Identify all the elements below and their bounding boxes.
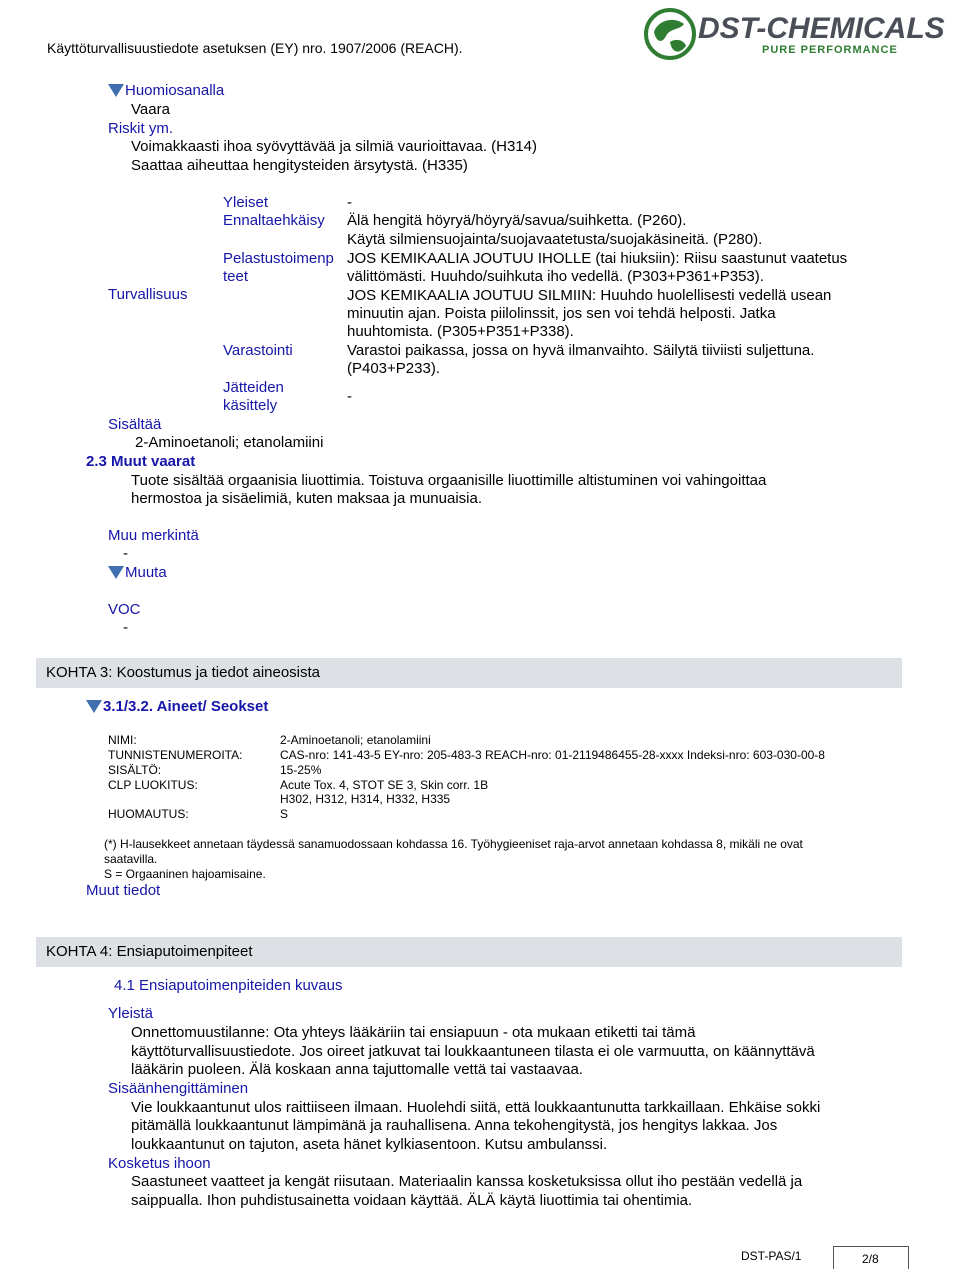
contains-heading: Sisältää xyxy=(108,416,162,433)
composition-note: saatavilla. xyxy=(104,852,158,866)
safety-label-response: teet xyxy=(223,268,249,285)
first-aid-skin-heading: Kosketus ihoon xyxy=(108,1155,211,1172)
safety-text-line: JOS KEMIKAALIA JOUTUU SILMIIN: Huuhdo huolellisesti vedellä usean xyxy=(347,287,832,304)
safety-label-storage: Varastointi xyxy=(223,342,293,359)
safety-text-line: Käytä silmiensuojainta/suojavaatetusta/suojakäsineitä. (P280). xyxy=(347,231,763,248)
safety-label-general: Yleiset xyxy=(223,194,269,211)
section-3-title: KOHTA 3: Koostumus ja tiedot aineosista xyxy=(46,664,321,681)
collapse-triangle-icon xyxy=(108,84,124,97)
section-3-bar xyxy=(36,658,902,688)
first-aid-line: lääkärin puoleen. Älä koskaan anna tajuttomalle vettä tai vastaavaa. xyxy=(131,1061,583,1078)
logo-name: DST-CHEMICALS xyxy=(698,12,945,45)
first-aid-line: loukkaantunut on tajuton, aseta hänet kylkiasentoon. Kutsu ambulanssi. xyxy=(131,1136,608,1153)
section-3-subheading: 3.1/3.2. Aineet/ Seokset xyxy=(86,698,268,716)
footer-doc-code: DST-PAS/1 xyxy=(741,1249,802,1263)
composition-note: (*) H-lausekkeet annetaan täydessä sanamuodossaan kohdassa 16. Työhygieeniset raja-arvot annetaan kohdassa 8, mikäli ne ovat xyxy=(104,837,803,851)
safety-label-prevention: Ennaltaehkäisy xyxy=(223,212,325,229)
safety-text-line: välittömästi. Huuhdo/suihkuta iho vedellä. (P303+P361+P353). xyxy=(347,268,764,285)
composition-note: S = Orgaaninen hajoamisaine. xyxy=(104,867,266,881)
logo-tagline: PURE PERFORMANCE xyxy=(762,44,898,56)
composition-value: CAS-nro: 141-43-5 EY-nro: 205-483-3 REACH-nro: 01-2119486455-28-xxxx Indeksi-nro: 603-030-00-8 xyxy=(280,748,825,762)
safety-label-disposal: käsittely xyxy=(223,397,278,414)
risk-line: Voimakkaasti ihoa syövyttävää ja silmiä vaurioittavaa. (H314) xyxy=(131,138,538,155)
safety-text-general: - xyxy=(347,194,352,211)
safety-label-disposal: Jätteiden xyxy=(223,379,284,396)
other-info-heading: Muut tiedot xyxy=(86,882,161,899)
safety-group-label: Turvallisuus xyxy=(108,286,188,303)
page-number-box xyxy=(833,1246,909,1269)
collapse-triangle-icon xyxy=(86,700,102,713)
first-aid-line: Vie loukkaantunut ulos raittiiseen ilmaan. Huolehdi siitä, että loukkaantunutta tarkkaillaan. Ehkäise sokki xyxy=(131,1099,821,1116)
composition-label: SISÄLTÖ: xyxy=(108,763,162,777)
contains-value: 2-Aminoetanoli; etanolamiini xyxy=(135,434,324,451)
safety-label-response: Pelastustoimenp xyxy=(223,250,334,267)
safety-text-line: JOS KEMIKAALIA JOUTUU IHOLLE (tai hiuksiin): Riisu saastunut vaatetus xyxy=(347,250,848,267)
composition-label: TUNNISTENUMEROITA: xyxy=(108,748,243,762)
safety-text-line: minuutin ajan. Poista piilolinssit, jos sen voi tehdä helposti. Jatka xyxy=(347,305,776,322)
first-aid-general-heading: Yleistä xyxy=(108,1005,154,1022)
safety-text-line: Varastoi paikassa, jossa on hyvä ilmanvaihto. Säilytä tiiviisti suljettuna. xyxy=(347,342,815,359)
signal-word-heading: Huomiosanalla xyxy=(108,82,224,100)
safety-text-disposal: - xyxy=(347,388,352,405)
voc-heading: VOC xyxy=(108,601,141,618)
first-aid-inhalation-heading: Sisäänhengittäminen xyxy=(108,1080,249,1097)
risk-line: Saattaa aiheuttaa hengitysteiden ärsytystä. (H335) xyxy=(131,157,468,174)
composition-value: 15-25% xyxy=(280,763,322,777)
collapse-triangle-icon xyxy=(108,566,124,579)
composition-label: HUOMAUTUS: xyxy=(108,807,189,821)
safety-text-line: (P403+P233). xyxy=(347,360,440,377)
first-aid-line: pitämällä loukkaantunut lämpimänä ja rauhallisena. Anna tekohengitystä, jos hengitys lakkaa. Jos xyxy=(131,1117,778,1134)
risks-heading: Riskit ym. xyxy=(108,120,173,137)
first-aid-line: Onnettomuustilanne: Ota yhteys lääkäriin tai ensiapuun - ota mukaan etiketti tai tämä xyxy=(131,1024,696,1041)
section-4-subheading: 4.1 Ensiaputoimenpiteiden kuvaus xyxy=(114,977,343,994)
other-hazards-line: hermostoa ja sisäelimiä, kuten maksaa ja munuaisia. xyxy=(131,490,482,507)
composition-label: CLP LUOKITUS: xyxy=(108,778,198,792)
section-4-bar xyxy=(36,937,902,967)
other-marking-heading: Muu merkintä xyxy=(108,527,199,544)
others-heading: Muuta xyxy=(108,564,167,582)
first-aid-line: käyttöturvallisuustiedote. Jos oireet jatkuvat tai loukkaantuneen tilasta ei ole varmuutta, on käännyttävä xyxy=(131,1043,815,1060)
voc-value: - xyxy=(123,619,128,636)
section-4-title: KOHTA 4: Ensiaputoimenpiteet xyxy=(46,943,253,960)
composition-value: Acute Tox. 4, STOT SE 3, Skin corr. 1B xyxy=(280,778,489,792)
composition-label: NIMI: xyxy=(108,733,137,747)
other-marking-value: - xyxy=(123,545,128,562)
document-title: Käyttöturvallisuustiedote asetuksen (EY) nro. 1907/2006 (REACH). xyxy=(47,40,463,56)
company-logo xyxy=(640,4,945,64)
safety-text-line: huuhtomista. (P305+P351+P338). xyxy=(347,323,574,340)
signal-word-value: Vaara xyxy=(131,101,170,118)
composition-value: H302, H312, H314, H332, H335 xyxy=(280,792,451,806)
other-hazards-line: Tuote sisältää orgaanisia liuottimia. Toistuva orgaanisille liuottimille altistuminen voi vahingoittaa xyxy=(131,472,767,489)
composition-value: S xyxy=(280,807,289,821)
first-aid-line: saippualla. Ihon puhdistusainetta voidaan käyttää. ÄLÄ käytä liuottimia tai ohentimia. xyxy=(131,1192,693,1209)
composition-value: 2-Aminoetanoli; etanolamiini xyxy=(280,733,431,747)
safety-text-line: Älä hengitä höyryä/höyryä/savua/suihketta. (P260). xyxy=(347,212,687,229)
other-hazards-heading: 2.3 Muut vaarat xyxy=(86,453,196,470)
first-aid-line: Saastuneet vaatteet ja kengät riisutaan. Materiaalin kanssa kosketuksissa ollut iho pestään vedellä ja xyxy=(131,1173,803,1190)
globe-icon xyxy=(640,4,700,64)
page-number: 2/8 xyxy=(862,1252,879,1266)
